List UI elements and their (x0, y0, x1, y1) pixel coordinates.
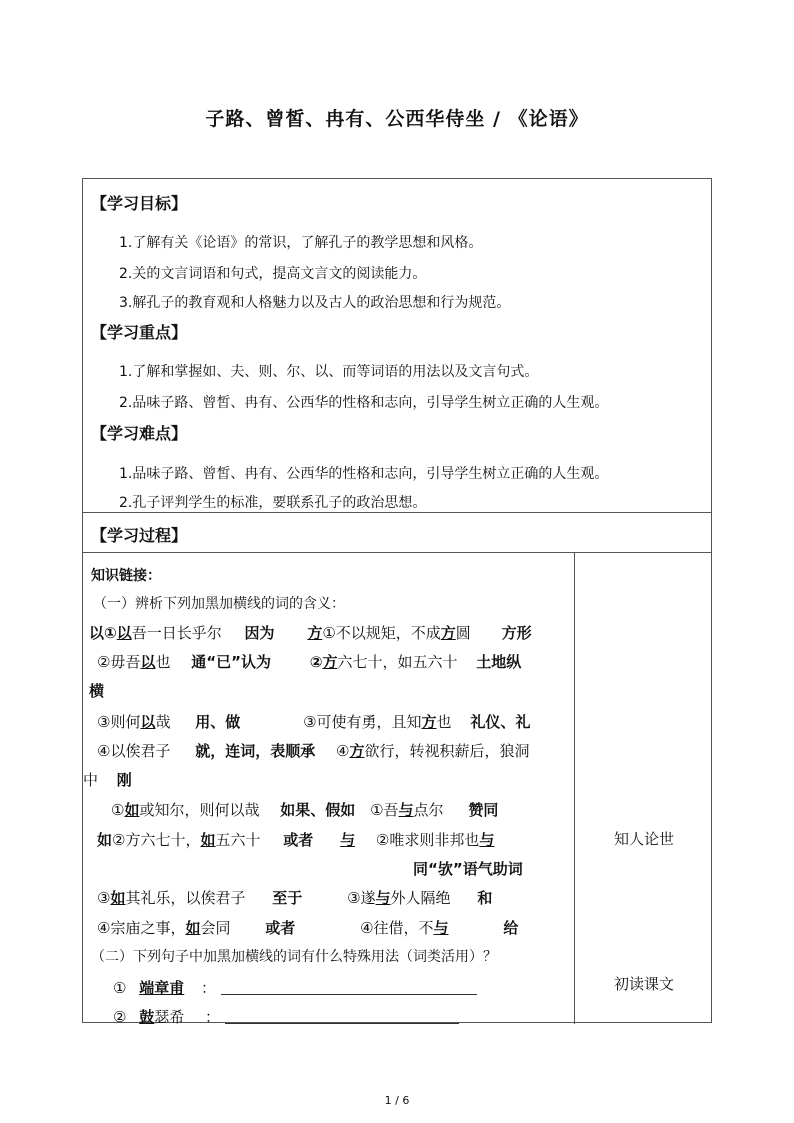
goal-item: 3.解孔子的教育观和人格魅力以及古人的政治思想和行为规范。 (119, 295, 511, 311)
column-divider (574, 553, 575, 1024)
goal-item: 1.了解有关《论语》的常识，了解孔子的教学思想和风格。 (119, 235, 483, 251)
difficulty-item: 2.孔子评判学生的标准，要联系孔子的政治思想。 (119, 495, 427, 511)
vocab-row: 同“欤”语气助词 (413, 860, 523, 878)
vocab-row: ③如其礼乐，以俟君子 至于 ③遂与外人隔绝 和 (97, 889, 493, 907)
goals-heading: 【学习目标】 (91, 194, 188, 213)
knowledge-area (83, 553, 574, 1024)
vocab-row: ②毋吾以也 通“已”认为 ②方六七十，如五六十 土地纵 (97, 653, 522, 671)
vocab-row: 如②方六七十，如五六十 或者 与 ②唯求则非邦也与 (97, 831, 495, 849)
page-number: 1 / 6 (384, 1094, 410, 1107)
vocab-row: ④以俟君子 就，连词，表顺承 ④方欲行，转视积薪后，狼洞 (97, 742, 530, 760)
vocab-row: 横 (89, 682, 105, 700)
vocab-row: ④宗庙之事，如会同 或者 ④往借，不与 给 (97, 919, 519, 937)
keypoints-heading: 【学习重点】 (91, 323, 188, 342)
difficulties-heading: 【学习难点】 (91, 424, 188, 443)
answer-blank[interactable] (221, 982, 477, 995)
page-title: 子路、曾皙、冉有、公西华侍坐 / 《论语》 (205, 108, 589, 130)
worksheet-table (82, 178, 712, 1026)
process-section (83, 513, 711, 553)
vocab-row: ③则何以哉 用、做 ③可使有勇，且知方也 礼仪、礼 (97, 713, 531, 731)
process-heading: 【学习过程】 (91, 526, 188, 545)
side-label-context: 知人论世 (613, 830, 674, 848)
keypoint-item: 2.品味子路、曾皙、冉有、公西华的性格和志向，引导学生树立正确的人生观。 (119, 395, 609, 411)
keypoint-item: 1.了解和掌握如、夫、则、尔、以、而等词语的用法以及文言句式。 (119, 364, 539, 380)
difficulty-item: 1.品味子路、曾皙、冉有、公西华的性格和志向，引导学生树立正确的人生观。 (119, 466, 609, 482)
q1-title: （一）辨析下列加黑加横线的词的含义： (93, 596, 345, 612)
q2-item: ① 端章甫 ： (113, 977, 477, 998)
vocab-row: ①如或知尔，则何以哉 如果、假如 ①吾与点尔 赞同 (111, 801, 499, 819)
q2-title: （二）下列句子中加黑加横线的词有什么特殊用法（词类活用）？ (91, 949, 497, 965)
objectives-section (83, 179, 711, 513)
q2-item: ② 鼓瑟希 ： (113, 1006, 459, 1027)
vocab-row: 以①以吾一日长乎尔 因为 方①不以规矩，不成方圆 方形 (89, 624, 532, 642)
vocab-row: 中 刚 (83, 771, 132, 789)
answer-blank[interactable] (225, 1011, 459, 1024)
goal-item: 2.关的文言词语和句式，提高文言文的阅读能力。 (119, 266, 427, 282)
knowledge-heading: 知识链接： (91, 568, 161, 584)
side-label-first-reading: 初读课文 (613, 975, 674, 993)
